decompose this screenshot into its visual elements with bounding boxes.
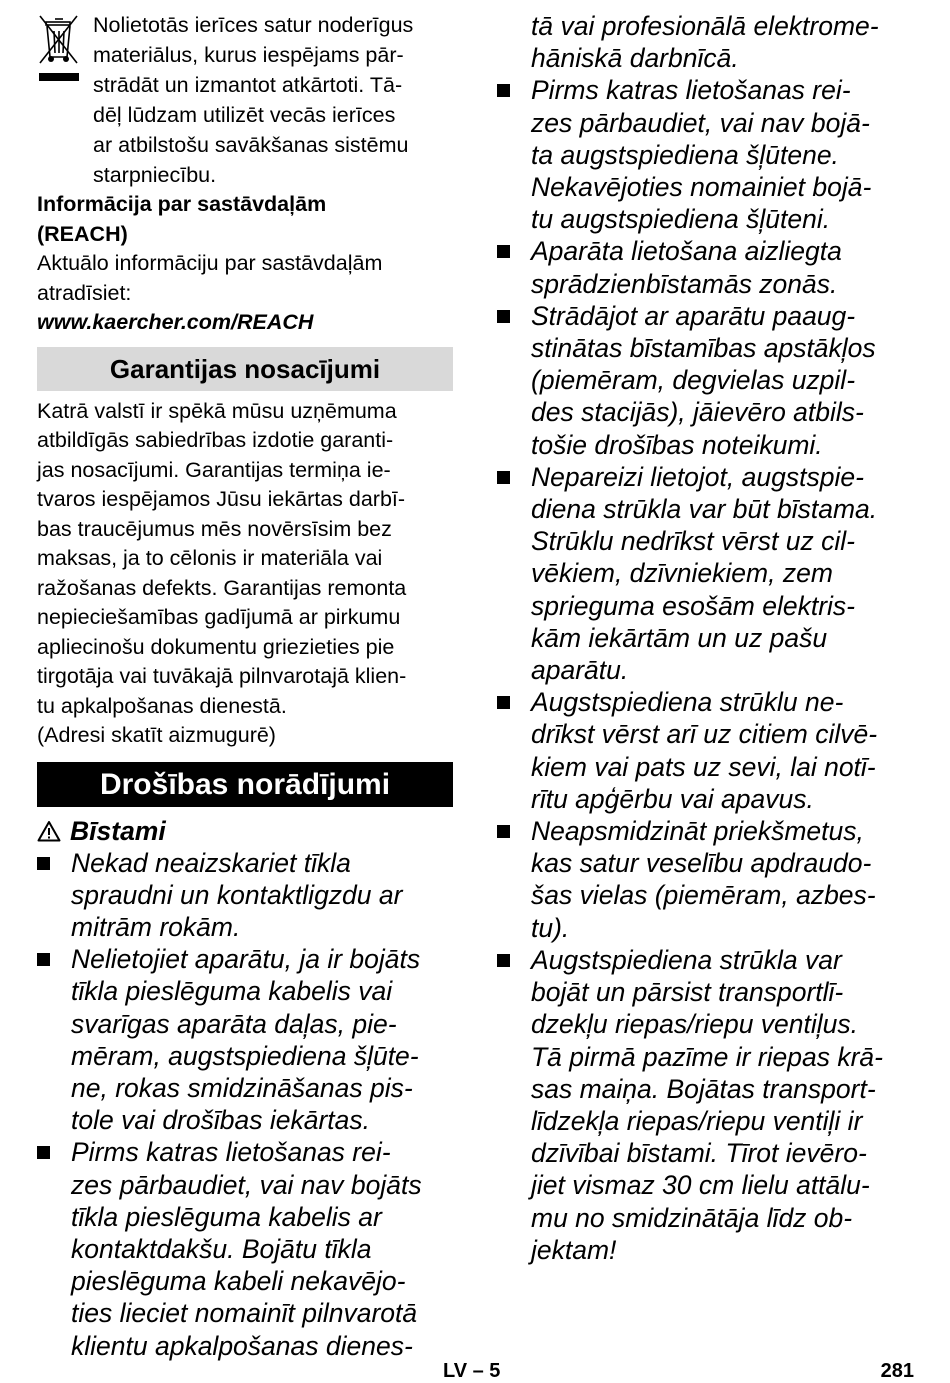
list-item-line: Nekavējoties nomainiet bojā- [531, 172, 872, 203]
list-item-line: drīkst vērst arī uz citiem cilvē- [531, 719, 878, 750]
list-item [497, 461, 917, 686]
square-bullet-icon [497, 825, 510, 838]
list-item-line: bojāt un pārsist transportlī- [531, 977, 844, 1008]
safety-list-right [497, 10, 917, 1266]
warranty-text-line: tu apkalpošanas dienestā. [37, 693, 287, 718]
reach-title-line-1: Informācija par sastāvdaļām [37, 192, 327, 216]
reach-text-line-2: atradīsiet: [37, 280, 132, 305]
list-item-line: dzekļu riepas/riepu ventiļus. [531, 1009, 859, 1040]
right-column [497, 10, 917, 1266]
list-item-line: svarīgas aparāta daļas, pie- [71, 1008, 397, 1039]
warranty-heading: Garantijas nosacījumi [37, 347, 453, 391]
list-item [497, 300, 917, 461]
list-item-line: zes pārbaudiet, vai nav bojā- [531, 107, 870, 138]
list-item-line: sprādzienbīstamās zonās. [531, 268, 838, 299]
reach-title-line-2: (REACH) [37, 221, 128, 246]
list-item-line: Tā pirmā pazīme ir riepas krā- [531, 1041, 883, 1072]
list-item-line: sas maiņa. Bojātas transport- [531, 1073, 876, 1104]
recycling-text-line: dēļ lūdzam utilizēt vecās ierīces [93, 103, 396, 127]
list-item-line: zes pārbaudiet, vai nav bojāts [71, 1169, 422, 1200]
square-bullet-icon [497, 84, 510, 97]
warranty-text-line: nepieciešamības gadījumā ar pirkumu [37, 605, 401, 629]
list-item-line: diena strūkla var būt bīstama. [531, 494, 878, 525]
list-item-line: Nelietojiet aparātu, ja ir bojāts [71, 944, 421, 975]
square-bullet-icon [497, 696, 510, 709]
square-bullet-icon [37, 953, 50, 966]
list-item-line: Nepareizi lietojot, augstspie- [531, 461, 864, 492]
recycling-text-line: strādāt un izmantot atkārtoti. Tā- [93, 73, 403, 97]
list-item [37, 943, 453, 1136]
reach-text-line-1: Aktuālo informāciju par sastāvdaļām [37, 251, 383, 275]
list-item-line: aparātu. [531, 655, 629, 686]
recycling-text-line: Nolietotās ierīces satur noderīgus [93, 13, 414, 37]
list-item [37, 1136, 453, 1361]
list-item-line: ne, rokas smidzināšanas pis- [71, 1072, 413, 1103]
left-column [37, 10, 453, 1362]
list-item-line: Pirms katras lietošanas rei- [531, 75, 851, 106]
list-item-line: dzīvībai bīstami. Tīrot ievēro- [531, 1138, 867, 1169]
list-item-line: tīkla pieslēguma kabelis ar [71, 1201, 382, 1232]
list-item [497, 74, 917, 235]
reach-section [37, 190, 453, 338]
square-bullet-icon [497, 471, 510, 484]
warranty-text [37, 397, 453, 751]
page-label: LV – 5 [443, 1360, 501, 1382]
list-item-line: šas vielas (piemēram, azbes- [531, 880, 876, 911]
list-item [497, 944, 917, 1266]
safety-list-left [37, 847, 453, 1362]
list-item-line: Strādājot ar aparātu paaug- [531, 300, 856, 331]
list-item [497, 686, 917, 815]
recycling-notice [37, 10, 453, 190]
warranty-text-line: apliecinošu dokumentu griezieties pie [37, 634, 395, 659]
list-item-line: tu augstspiediena šļūteni. [531, 204, 831, 235]
list-item-line: jektam! [531, 1234, 617, 1265]
warranty-text-line: tirgotāja vai tuvākajā pilnvarotajā klien- [37, 664, 407, 688]
danger-label-text: Bīstami [70, 815, 166, 846]
list-item-line: Nekad neaizskariet tīkla [71, 847, 351, 878]
list-item-line: Aparāta lietošana aizliegta [531, 236, 842, 267]
list-item-line: tīkla pieslēguma kabelis vai [71, 976, 393, 1007]
list-item-line: tole vai drošības iekārtas. [71, 1105, 371, 1136]
square-bullet-icon [497, 310, 510, 323]
recycling-text-line: starpniecību. [93, 163, 217, 187]
list-item-line: des stacijās), jāievēro atbils- [531, 397, 864, 428]
list-item [497, 235, 917, 299]
list-item-line: tā vai profesionālā elektrome- [531, 11, 879, 41]
square-bullet-icon [497, 954, 510, 967]
list-item-line: kām iekārtām un uz pašu [531, 622, 828, 653]
list-item-line: tošie drošības noteikumi. [531, 429, 823, 460]
list-item-continuation [497, 10, 917, 74]
list-item-line: Strūklu nedrīkst vērst uz cil- [531, 526, 855, 557]
recycling-text-line: ar atbilstošu savākšanas sistēmu [93, 133, 409, 157]
list-item-line: kiem vai pats uz sevi, lai notī- [531, 751, 876, 782]
warranty-text-line: ražošanas defekts. Garantijas remonta [37, 575, 407, 600]
list-item-line: mitrām rokām. [71, 911, 241, 942]
list-item-line: līdzekļa riepas/riepu ventiļi ir [531, 1105, 863, 1136]
list-item-line: tu). [531, 912, 570, 943]
list-item-line: ta augstspiediena šļūtene. [531, 139, 839, 170]
list-item-line: mu no smidzinātāja līdz ob- [531, 1202, 853, 1233]
safety-heading: Drošības norādījumi [37, 762, 453, 807]
recycling-text [93, 10, 453, 190]
warranty-text-line: maksas, ja to cēlonis ir materiāla vai [37, 546, 383, 570]
warranty-text-line: bas traucējumus mēs novērsīsim bez [37, 516, 392, 541]
warranty-text-line: jas nosacījumi. Garantijas termiņa ie- [37, 457, 391, 482]
list-item-line: pieslēguma kabeli nekavējo- [71, 1266, 406, 1297]
list-item-line: Pirms katras lietošanas rei- [71, 1137, 391, 1168]
warranty-text-line: (Adresi skatīt aizmugurē) [37, 723, 276, 747]
list-item-line: rītu apģērbu vai apavus. [531, 783, 814, 814]
list-item-line: Augstspiediena strūklu ne- [531, 687, 844, 718]
danger-label [37, 815, 453, 847]
warranty-text-line: atbildīgās sabiedrības izdotie garanti- [37, 428, 394, 452]
recycling-text-line: materiālus, kurus iespējams pār- [93, 43, 404, 67]
page-number: 281 [880, 1360, 914, 1382]
list-item-line: ties lieciet nomainīt pilnvarotā [71, 1298, 418, 1329]
list-item-line: klientu apkalpošanas dienes- [71, 1330, 413, 1361]
square-bullet-icon [497, 245, 510, 258]
crossed-out-wheelie-bin-icon [37, 13, 81, 83]
reach-url: www.kaercher.com/REACH [37, 310, 314, 334]
list-item [37, 847, 453, 944]
list-item-line: kontaktdakšu. Bojātu tīkla [71, 1233, 372, 1264]
warranty-text-line: tvaros iespējamos Jūsu iekārtas darbī- [37, 487, 406, 511]
list-item-line: Neapsmidzināt priekšmetus, [531, 816, 864, 847]
list-item-line: mēram, augstspiediena šļūte- [71, 1040, 419, 1071]
warning-triangle-icon [37, 820, 61, 842]
list-item-line: (piemēram, degvielas uzpil- [531, 365, 856, 396]
list-item-line: kas satur veselību apdraudo- [531, 848, 872, 879]
square-bullet-icon [37, 1146, 50, 1159]
list-item-line: hāniskā darbnīcā. [531, 43, 739, 74]
list-item-line: jiet vismaz 30 cm lielu attālu- [531, 1170, 870, 1201]
list-item-line: stinātas bīstamības apstākļos [531, 333, 876, 364]
square-bullet-icon [37, 857, 50, 870]
list-item-line: Augstspiediena strūkla var [531, 944, 842, 975]
list-item [497, 815, 917, 944]
list-item-line: vēkiem, dzīvniekiem, zem [531, 558, 833, 589]
warranty-text-line: Katrā valstī ir spēkā mūsu uzņēmuma [37, 398, 397, 423]
list-item-line: sprieguma esošām elektris- [531, 590, 856, 621]
list-item-line: spraudni un kontaktligzdu ar [71, 879, 403, 910]
